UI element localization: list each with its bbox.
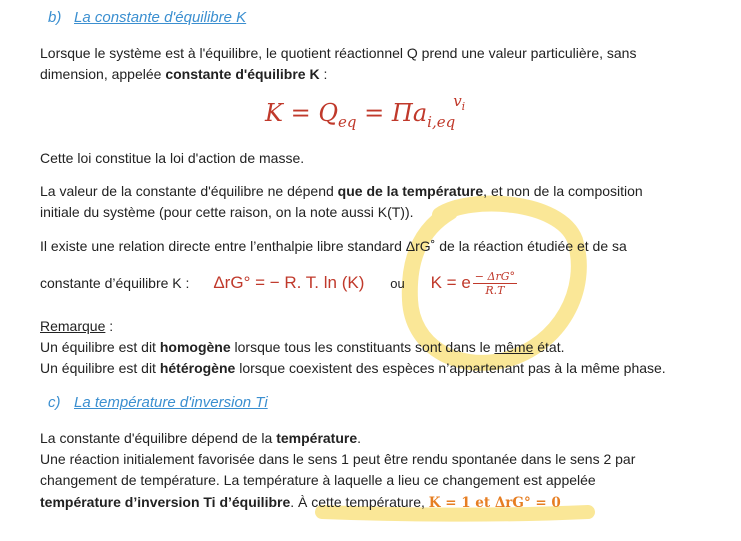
p5-line1 [40,430,361,446]
formula-k: K [265,99,283,127]
exponent-denominator: R.T [485,284,505,297]
section-b-heading [48,9,246,26]
p5-line3: changement de température. La température à laquelle a lieu ce changement est appelée [40,472,596,488]
formula-a-sub: i,eq [427,112,456,131]
temperature-term: que de la température [337,183,484,199]
highlight-underline [322,512,588,515]
remarque-colon: : [105,318,114,334]
remarque-title [40,318,113,334]
formula-main [265,92,467,131]
p2: Cette loi constitue la loi d'action de masse. [40,150,305,166]
formula-a-sup-v: v [453,92,462,110]
meme-term: même [494,339,534,355]
p1-line1: Lorsque le système est à l'équilibre, le quotient réactionnel Q prend une valeur particulière, sans [40,45,637,61]
p5-line1-text: La constante d'équilibre dépend de la [40,430,277,446]
remarque-line2 [40,360,666,376]
ou-conjunction: ou [390,276,405,291]
p1-line2-colon: : [319,66,328,82]
p5-line4-mid: . À cette température, [290,494,429,510]
p1-line2-text: dimension, appelée [40,66,166,82]
homogene-term: homogène [159,339,231,355]
p4-line2 [40,270,517,297]
formula-product: Πa [391,99,428,127]
remarque-line1-end: état. [533,339,565,355]
section-c-title: La température d'inversion Ti [74,394,268,411]
constante-equilibre-term: constante d'équilibre K [165,66,320,82]
remarque-line2-text: Un équilibre est dit [40,360,160,376]
p3-line1-end: , et non de la composition [483,183,643,199]
temperature-bold: température [276,430,358,446]
remarque-line1-text: Un équilibre est dit [40,339,160,355]
p3-line2: initiale du système (pour cette raison, on la note aussi K(T)). [40,204,414,220]
exponent-numerator: − ΔrG° [474,270,515,283]
p3-line1 [40,183,643,199]
section-c-heading [48,394,268,411]
remarque-label: Remarque [40,318,106,334]
p5-line2: Une réaction initialement favorisée dans le sens 1 peut être rendu spontanée dans le sens 2 par [40,451,636,467]
heterogene-term: hétérogène [159,360,236,376]
p3-line1-text: La valeur de la constante d'équilibre ne dépend [40,183,338,199]
remarque-line1-mid: lorsque tous les constituants sont dans le [230,339,495,355]
section-b-label: b) [48,9,62,26]
formula-gibbs: ΔrG° = − R. T. ln (K) [213,273,365,292]
section-c-label: c) [48,394,61,411]
remarque-line1 [40,339,565,355]
formula-a-sup [453,92,466,113]
remarque-line2-end: lorsque coexistent des espèces n’appartenant pas à la même phase. [235,360,666,376]
exponent-fraction [473,270,517,297]
p5-line1-end: . [357,430,362,446]
formula-a-sup-i: i [461,100,466,113]
temperature-inversion-term: température d’inversion Ti d’équilibre [40,494,291,510]
section-b-title: La constante d'équilibre K [74,9,247,26]
formula-q-sub: eq [338,112,357,131]
p5-line4 [40,494,561,511]
formula-equals-2: = [364,99,385,127]
formula-equals-1: = [290,99,311,127]
formula-q: Q [318,99,339,127]
p4-line2-text: constante d’équilibre K : [40,275,190,291]
p4-line1: Il existe une relation directe entre l’enthalpie libre standard ΔrG˚ de la réaction étudiée et de sa [40,238,627,254]
formula-k-exp: K = e [430,273,471,292]
p1-line2 [40,66,327,82]
equilibrium-result: K = 1 et ΔrG° = 0 [428,495,561,511]
